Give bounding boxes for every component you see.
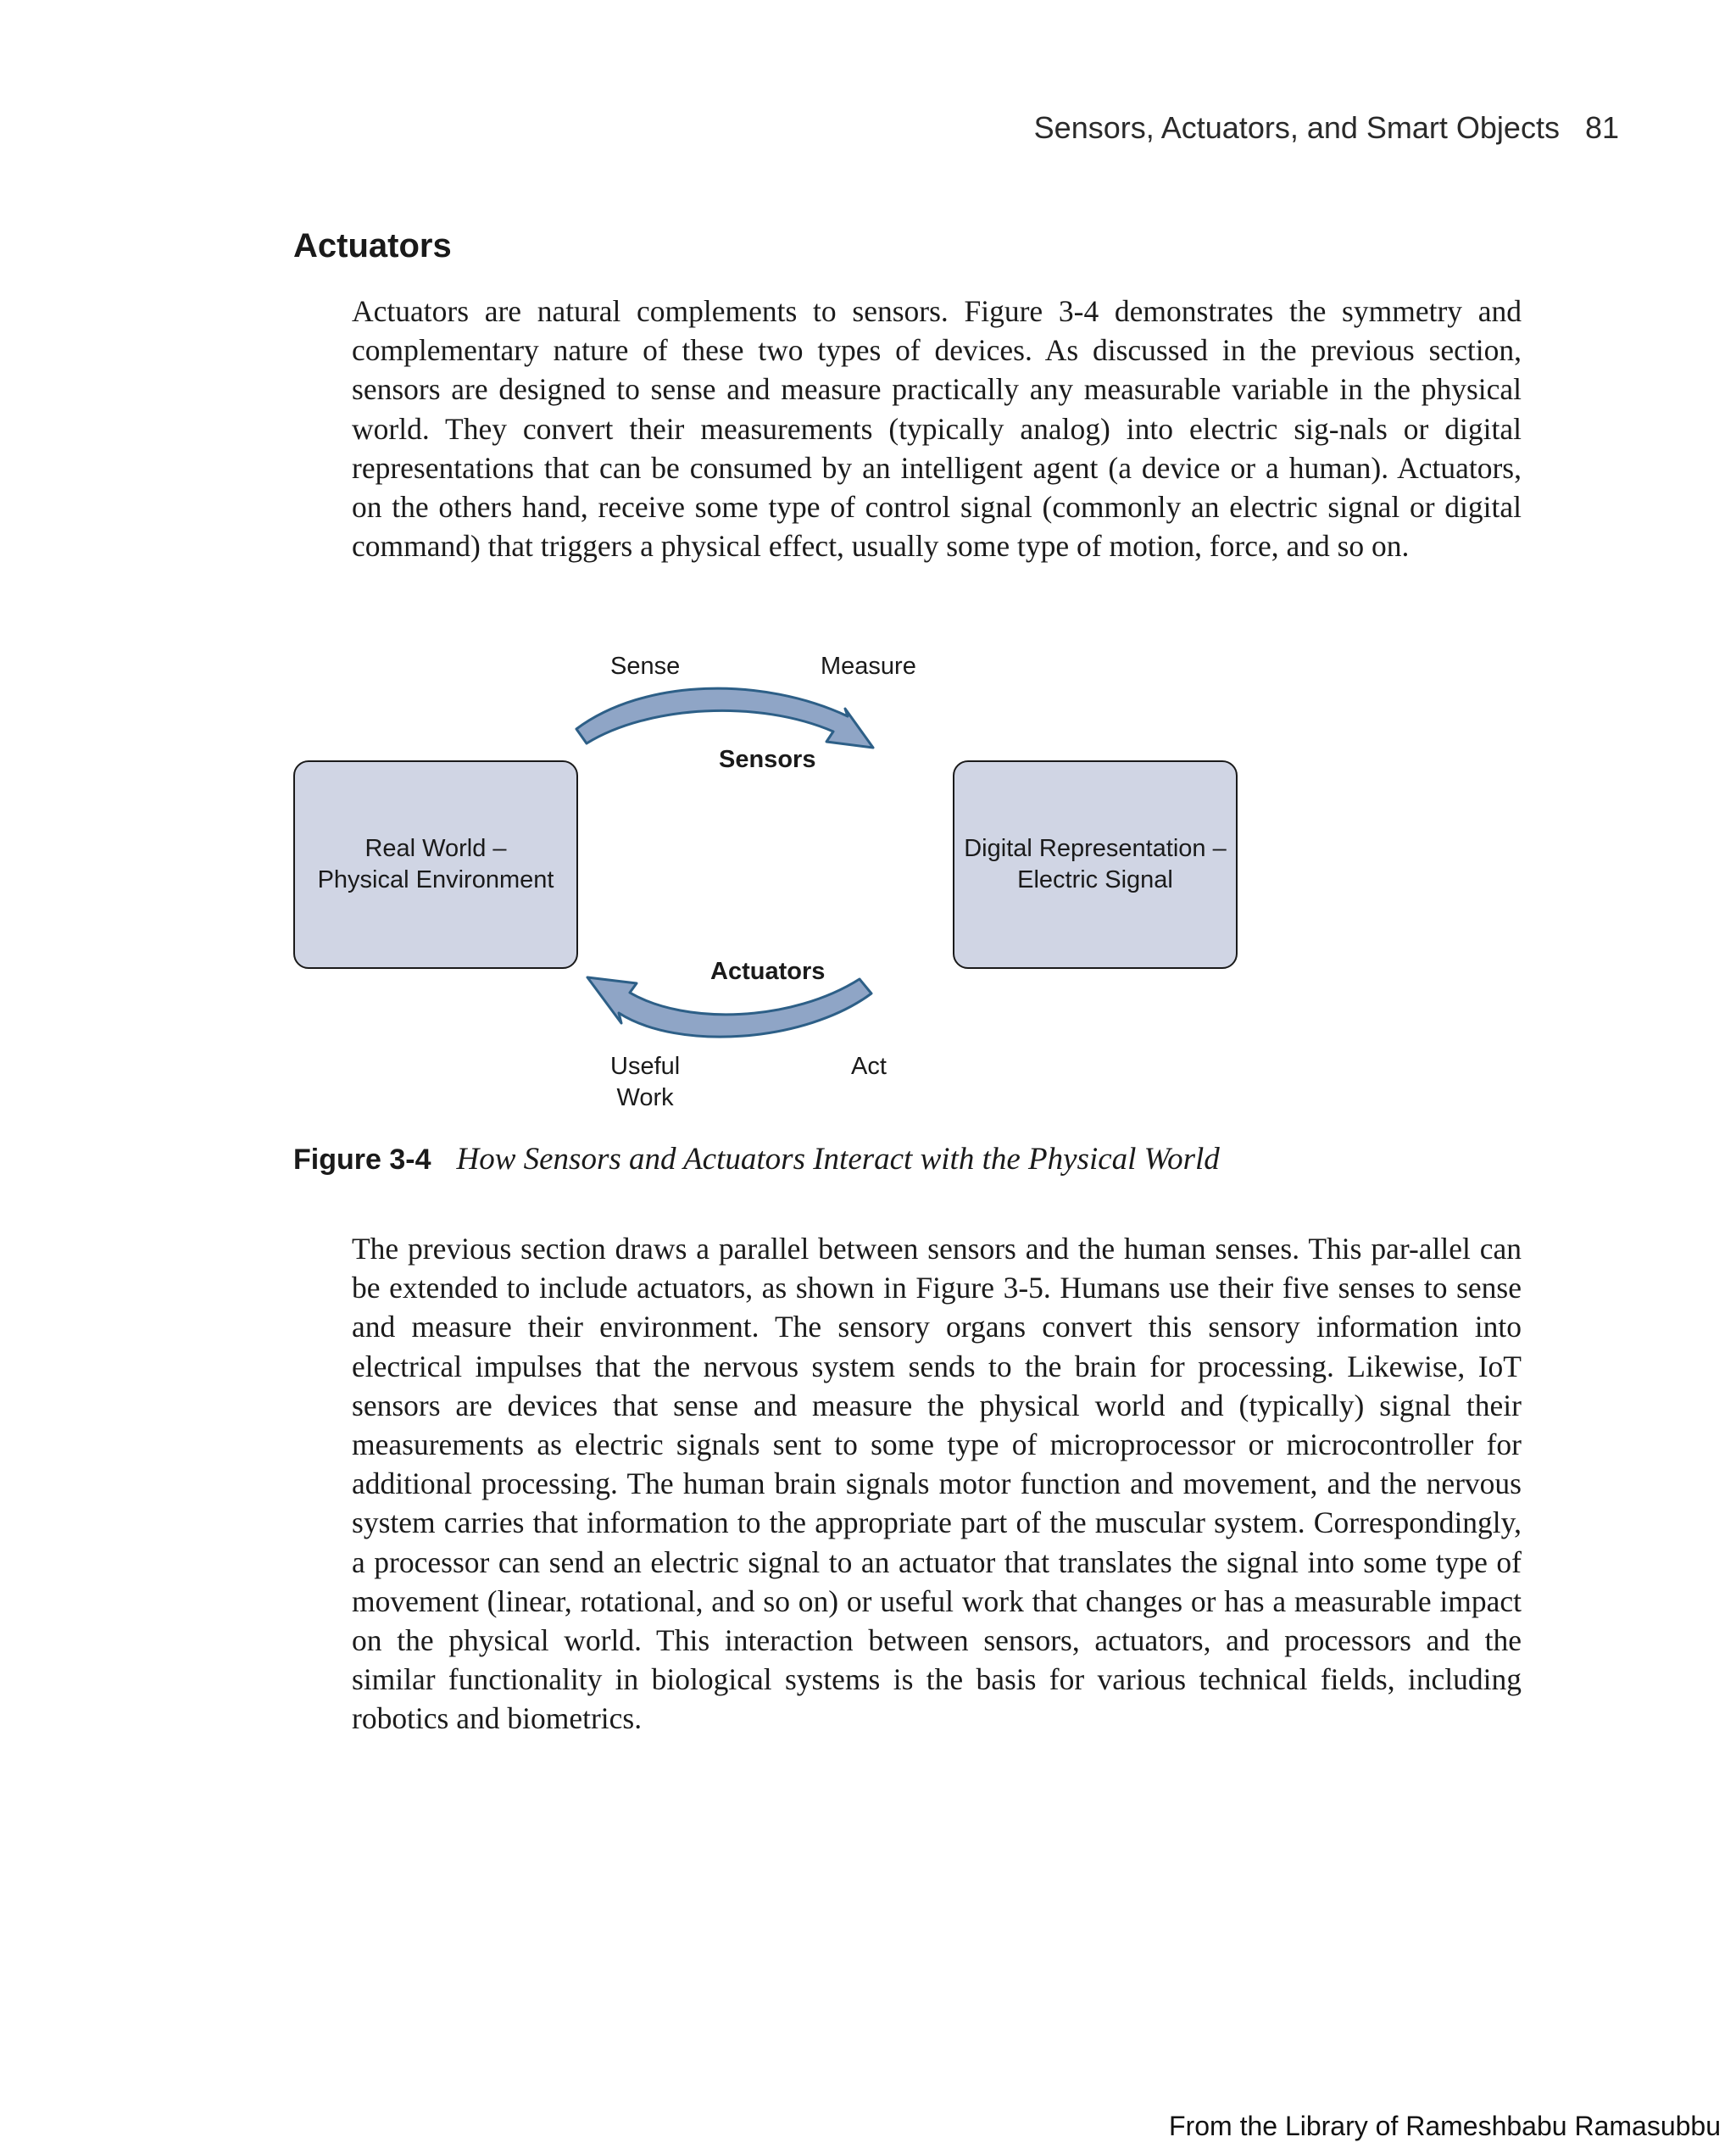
label-actuators: Actuators	[710, 958, 826, 985]
digital-box-line2: Electric Signal	[1017, 866, 1173, 893]
label-sensors: Sensors	[719, 746, 816, 773]
section-heading: Actuators	[293, 227, 452, 264]
page-number: 81	[1584, 110, 1619, 145]
running-title: Sensors, Actuators, and Smart Objects	[1033, 110, 1560, 145]
figure-caption	[293, 1141, 1220, 1177]
body-paragraph-2: The previous section draws a parallel between sensors and the human senses. This par-allel can be extended to include actuators, as shown in Figure 3-5. Humans use their five senses to sense and measure their environment. The sensory organs convert this sensory information into electrical impulses that the nervous system sends to the brain for processing. Likewise, IoT sensors are devices that sense and measure the physical world and (typically) signal their measurements as electric signals sent to some type of microprocessor or microcontroller for additional processing. The human brain signals motor function and movement, and the nervous system carries that information to the appropriate part of the muscular system. Correspondingly, a processor can send an electric signal to an actuator that translates the signal into some type of movement (linear, rotational, and so on) or useful work that changes or has a measurable impact on the physical world. This interaction between sensors, actuators, and processors and the similar functionality in biological systems is the basis for various technical fields, including robotics and biometrics.	[352, 1232, 1522, 1736]
label-useful-line1: Useful	[610, 1053, 681, 1080]
real-world-box-line1: Real World –	[364, 835, 507, 862]
library-watermark: From the Library of Rameshbabu Ramasubbu	[1169, 2111, 1721, 2141]
real-world-box-line2: Physical Environment	[317, 866, 554, 893]
label-sense: Sense	[610, 653, 681, 680]
label-useful-work	[610, 1051, 680, 1114]
real-world-box	[293, 760, 578, 969]
running-header	[1034, 110, 1619, 146]
figure-sensors-actuators	[288, 636, 1255, 1127]
body-paragraph-1: Actuators are natural complements to sensors. Figure 3-4 demonstrates the symmetry and complementary nature of these two types of devices. As discussed in the previous section, sensors are designed to sense and measure practically any measurable variable in the physical world. They convert their measurements (typically analog) into electric sig-nals or digital representations that can be consumed by an intelligent agent (a device or a human). Actuators, on the others hand, receive some type of control signal (commonly an electric signal or digital command) that triggers a physical effect, usually some type of motion, force, and so on.	[352, 294, 1522, 564]
label-act: Act	[851, 1053, 887, 1080]
sensors-arrow	[576, 688, 873, 748]
digital-representation-box	[953, 760, 1238, 969]
caption-number: Figure 3-4	[293, 1144, 431, 1176]
digital-box-line1: Digital Representation –	[964, 835, 1227, 862]
label-measure: Measure	[821, 653, 916, 680]
label-useful-line2: Work	[616, 1084, 674, 1111]
caption-title: How Sensors and Actuators Interact with the Physical World	[456, 1142, 1220, 1177]
